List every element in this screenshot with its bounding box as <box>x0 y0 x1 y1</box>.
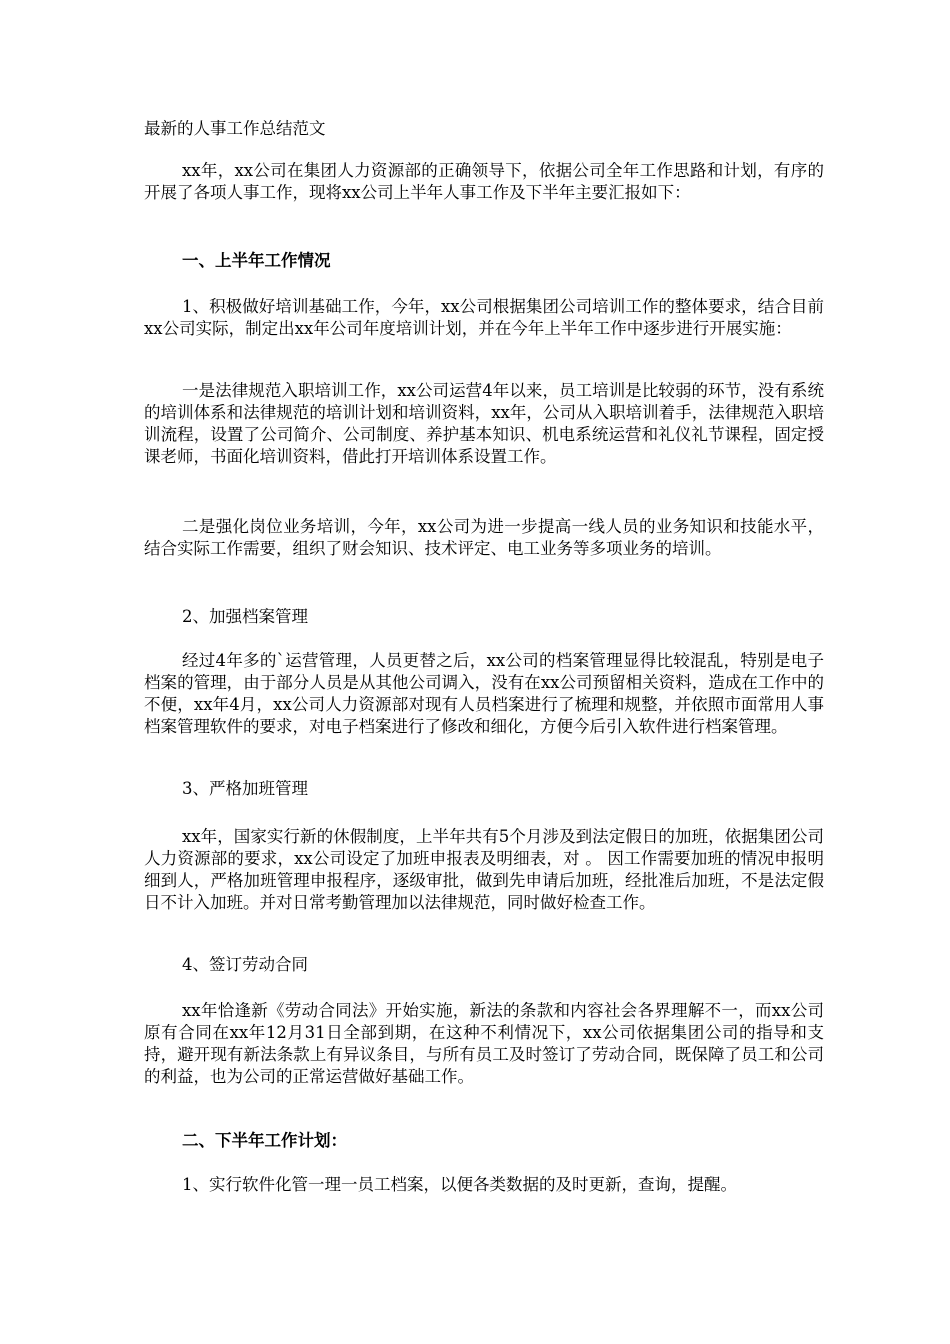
section2-heading: 二、下半年工作计划： <box>182 1131 347 1150</box>
item2-heading: 2、加强档案管理 <box>182 607 308 626</box>
item3-heading: 3、严格加班管理 <box>182 779 308 798</box>
item4-paragraph: xx年恰逢新《劳动合同法》开始实施，新法的条款和内容社会各界理解不一，而xx公司原有合同在xx年12月31日全部到期，在这种不利情况下，xx公司依据集团公司的指导和支持，避开现有新法条款上有异议条目，与所有员工及时签订了劳动合同，既保障了员工和公司的利益，也为公司的正常运营做好基础工作。 <box>144 1001 824 1086</box>
intro-paragraph: xx年，xx公司在集团人力资源部的正确领导下，依据公司全年工作思路和计划，有序的开展了各项人事工作，现将xx公司上半年人事工作及下半年主要汇报如下： <box>144 161 824 202</box>
section1-heading: 一、上半年工作情况 <box>182 251 331 270</box>
item1-paragraph: 1、积极做好培训基础工作，今年，xx公司根据集团公司培训工作的整体要求，结合目前xx公司实际，制定出xx年公司年度培训计划，并在今年上半年工作中逐步进行开展实施： <box>144 297 824 338</box>
item4-heading: 4、签订劳动合同 <box>182 955 308 974</box>
plan1-paragraph: 1、实行软件化管一理一员工档案，以便各类数据的及时更新，查询，提醒。 <box>182 1175 737 1194</box>
document-title: 最新的人事工作总结范文 <box>144 119 326 138</box>
item2-paragraph: 经过4年多的`运营管理，人员更替之后，xx公司的档案管理显得比较混乱，特别是电子档案的管理，由于部分人员是从其他公司调入，没有在xx公司预留相关资料，造成在工作中的不便，xx年4月，xx公司人力资源部对现有人员档案进行了梳理和规整，并依照市面常用人事档案管理软件的要求，对电子档案进行了修改和细化，方便今后引入软件进行档案管理。 <box>144 651 824 736</box>
item1-sub2-paragraph: 二是强化岗位业务培训，今年，xx公司为进一步提高一线人员的业务知识和技能水平，结合实际工作需要，组织了财会知识、技术评定、电工业务等多项业务的培训。 <box>144 517 824 558</box>
item1-sub1-paragraph: 一是法律规范入职培训工作，xx公司运营4年以来，员工培训是比较弱的环节，没有系统的培训体系和法律规范的培训计划和培训资料，xx年，公司从入职培训着手，法律规范入职培训流程，设置了公司简介、公司制度、养护基本知识、机电系统运营和礼仪礼节课程，固定授课老师，书面化培训资料，借此打开培训体系设置工作。 <box>144 381 824 466</box>
item3-paragraph: xx年，国家实行新的休假制度，上半年共有5个月涉及到法定假日的加班，依据集团公司人力资源部的要求，xx公司设定了加班申报表及明细表，对 。 因工作需要加班的情况申报明细到人，严格加班管理申报程序，逐级审批，做到先申请后加班，经批准后加班，不是法定假日不计入加班。并对日常考勤管理加以法律规范，同时做好检查工作。 <box>144 827 824 912</box>
